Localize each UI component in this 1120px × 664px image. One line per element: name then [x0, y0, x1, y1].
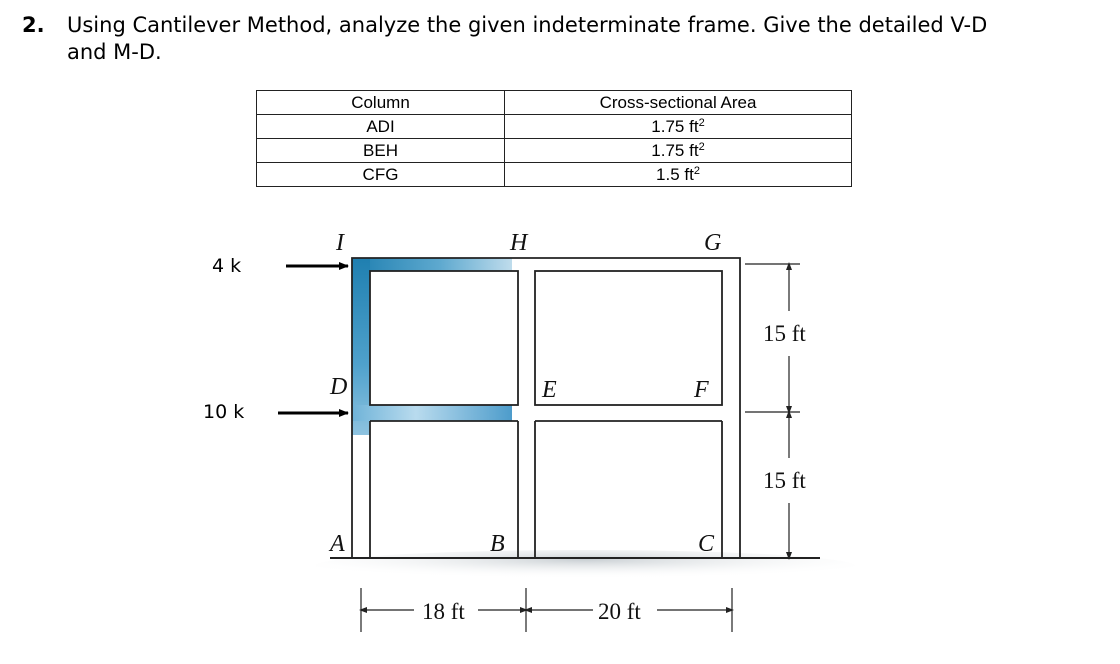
dim-label-upper-height: 15 ft [763, 321, 806, 346]
node-label-f: F [694, 377, 709, 403]
node-label-d: D [330, 374, 348, 400]
node-label-c: C [698, 531, 715, 557]
dim-label-lower-height: 15 ft [763, 468, 806, 493]
area-value: 1.5 $ft^2$ [505, 163, 852, 187]
ground-shadow [315, 550, 855, 582]
column-name: ADI [257, 115, 505, 139]
beam-ih-highlight [352, 258, 512, 271]
node-label-g: G [704, 230, 722, 256]
area-value: 1.75 $ft^2$ [505, 139, 852, 163]
area-value: 1.75 $ft^2$ [505, 115, 852, 139]
node-label-b: B [490, 531, 505, 557]
load-label-top: 4 k [212, 255, 242, 277]
load-label-middle: 10 k [203, 401, 245, 423]
dim-label-left-span: 18 ft [422, 599, 465, 624]
node-label-i: I [336, 230, 344, 256]
node-label-e: E [542, 377, 557, 403]
node-label-h: H [510, 230, 528, 256]
dim-label-right-span: 20 ft [598, 599, 641, 624]
beam-de-highlight [352, 405, 512, 421]
node-label-a: A [330, 531, 345, 557]
vertical-dimensions [745, 264, 800, 556]
problem-number: 2. [22, 13, 45, 37]
panel-upper-left [370, 271, 518, 405]
problem-text-line-2: and M-D. [67, 40, 162, 64]
column-name: CFG [257, 163, 505, 187]
area-header: Cross-sectional Area [505, 91, 852, 115]
column-header: Column [257, 91, 505, 115]
problem-text-line-1: Using Cantilever Method, analyze the given indeterminate frame. Give the detailed V-D [67, 13, 988, 37]
column-name: BEH [257, 139, 505, 163]
horizontal-dimensions [361, 588, 732, 632]
